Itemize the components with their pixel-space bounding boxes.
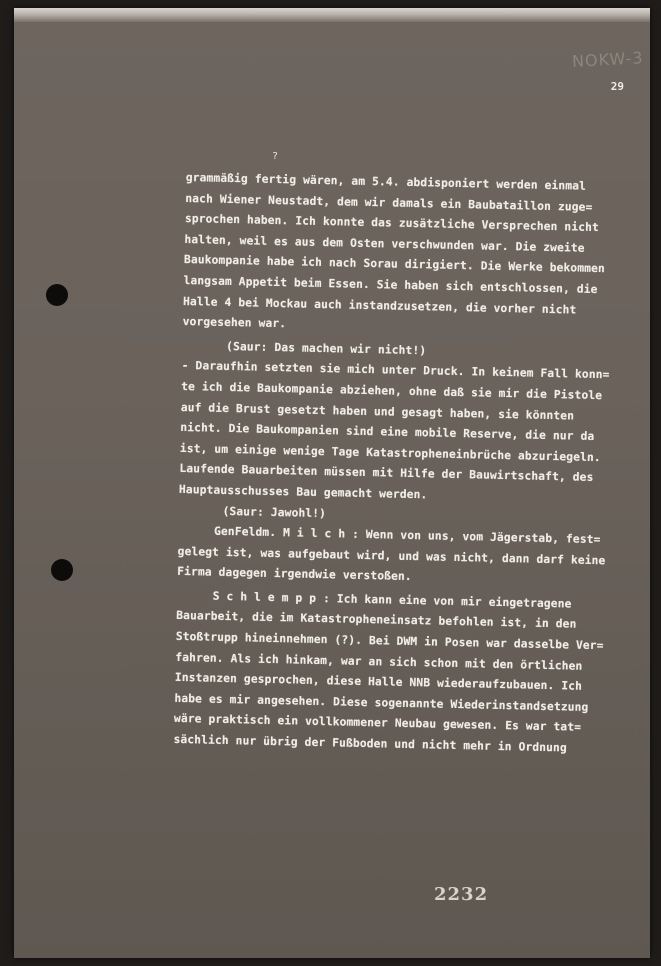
text-line: Laufende Bauarbeiten müssen mit Hilfe der Bauwirtschaft, des	[179, 462, 594, 485]
interjection-line: (Saur: Das machen wir nicht!)	[225, 339, 427, 358]
archive-stamp-number: 2232	[434, 884, 489, 905]
text-line: grammäßig fertig wären, am 5.4. abdisponiert werden einmal	[185, 170, 587, 193]
speaker-line: S c h l e m p p : Ich kann eine von mir eingetragene	[212, 589, 572, 611]
text-line: Bauarbeit, die im Katastropheneinsatz befohlen ist, in den	[176, 609, 577, 632]
document-page	[14, 8, 650, 958]
text-line: - Daraufhin setzten sie mich unter Druck. In keinem Fall konn=	[181, 359, 610, 382]
text-line: sächlich nur übrig der Fußboden und nicht mehr in Ordnung	[173, 732, 567, 755]
punch-hole-bottom	[51, 559, 73, 581]
speaker-line: GenFeldm. M i l c h : Wenn von uns, vom Jägerstab, fest=	[213, 524, 601, 547]
text-line: Instanzen gesprochen, diese Halle NNB wiederaufzubauen. Ich	[174, 671, 583, 694]
punch-hole-top	[46, 284, 68, 306]
paper-top-edge	[14, 8, 650, 22]
interjection-line: (Saur: Jawohl!)	[222, 504, 327, 520]
text-line: Baukompanie habe ich nach Sorau dirigiert. Die Werke bekommen	[183, 253, 606, 276]
text-line: te ich die Baukompanie abziehen, ohne daß sie mir die Pistole	[181, 379, 603, 403]
text-line: gelegt ist, was aufgebaut wird, und was nicht, dann darf keine	[177, 544, 606, 567]
archive-mark: NOKW-3	[571, 48, 645, 71]
text-line: ist, um einige wenige Tage Katastropheneinbrüche abzuriegeln.	[179, 441, 601, 464]
text-line: auf die Brust gesetzt haben und gesagt haben, sie könnten	[180, 400, 575, 423]
text-line: Halle 4 bei Mockau auch instandzusetzen, die vorher nicht	[182, 294, 577, 317]
page-number: 29	[610, 80, 624, 93]
text-line: sprochen haben. Ich konnte das zusätzliche Versprechen nicht	[184, 212, 600, 235]
typed-text-body	[173, 168, 650, 761]
text-line: nach Wiener Neustadt, dem wir damals ein Baubataillon zuge=	[185, 191, 593, 214]
text-line: Stoßtrupp hineinnehmen (?). Bei DWM in Posen war dasselbe Ver=	[175, 629, 604, 653]
text-line: Hauptausschusses Bau gemacht werden.	[178, 482, 428, 502]
text-line: Firma dagegen irgendwie verstoßen.	[177, 565, 412, 584]
text-line: wäre praktisch ein vollkommener Neubau gewesen. Es war tat=	[173, 712, 582, 735]
margin-query-mark: ?	[272, 151, 279, 162]
text-line: habe es mir angesehen. Diese sogenannte Wiederinstandsetzung	[174, 691, 589, 714]
text-line: fahren. Als ich hinkam, war an sich schon mit den örtlichen	[175, 650, 583, 673]
text-line: nicht. Die Baukompanien sind eine mobile Reserve, die nur da	[180, 421, 595, 444]
text-line: vorgesehen war.	[182, 315, 287, 331]
text-line: langsam Appetit beim Essen. Sie haben sich entschlossen, die	[183, 273, 598, 296]
text-line: halten, weil es aus dem Osten verschwunden war. Die zweite	[184, 232, 585, 255]
